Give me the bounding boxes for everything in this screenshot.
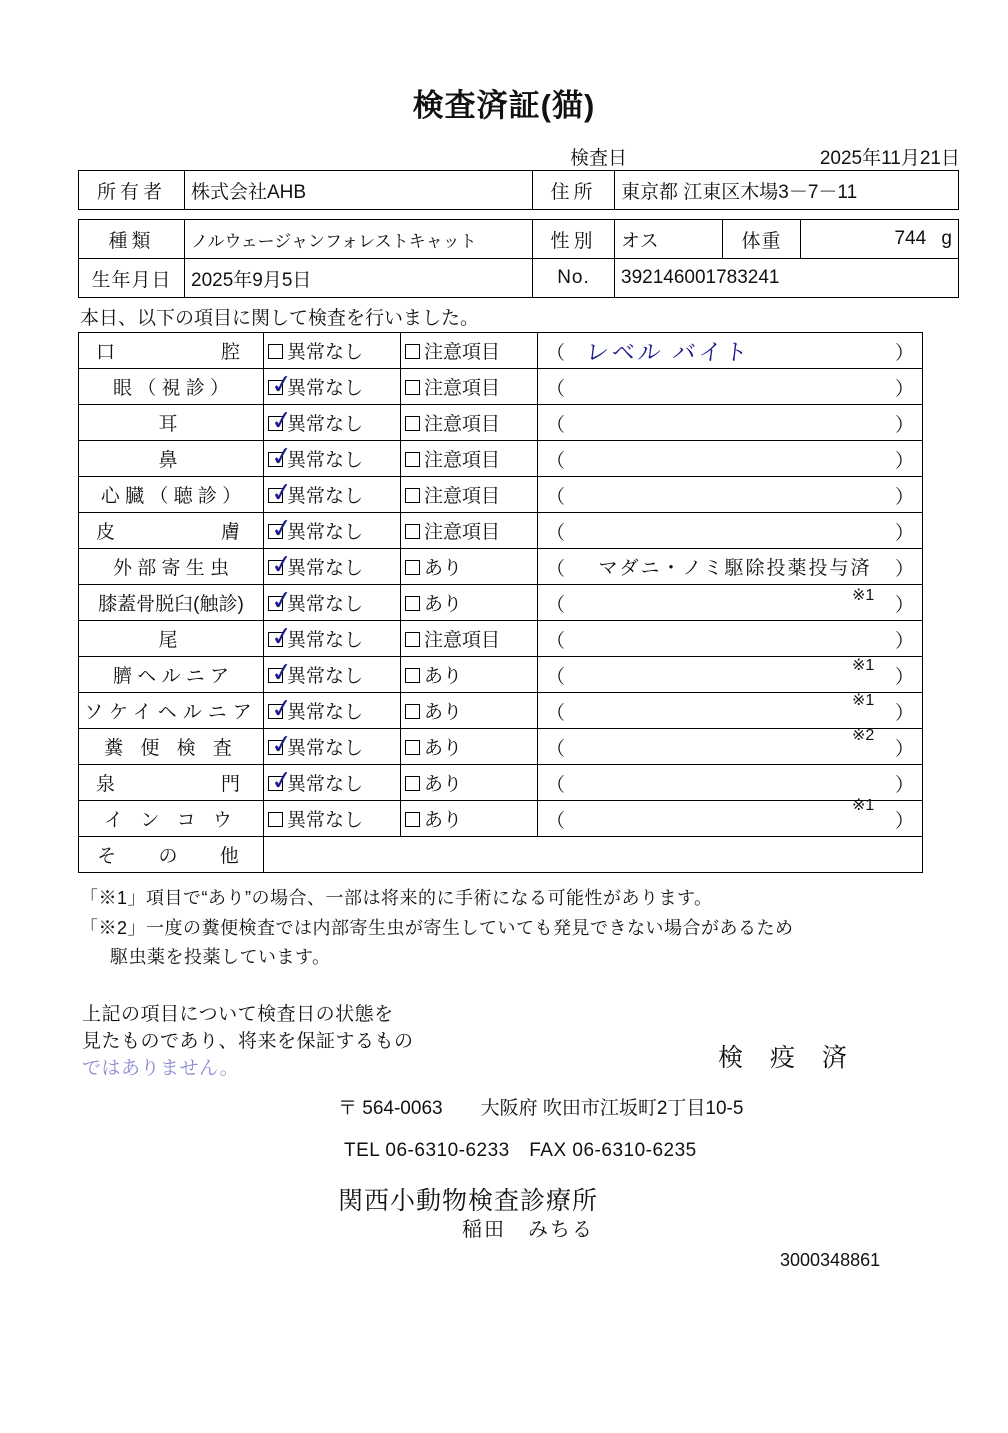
exam-remark-field[interactable] [538, 369, 923, 405]
checkbox-icon[interactable] [268, 344, 283, 359]
exam-normal-label: 異常なし [287, 810, 364, 831]
exam-normal-label: 異常なし [287, 342, 364, 363]
weight-value: 744 [894, 228, 927, 249]
paren-right: ） [894, 487, 914, 508]
exam-table [78, 332, 923, 873]
exam-remark-field[interactable] [538, 333, 923, 369]
owner-value: 株式会社AHB [185, 171, 533, 210]
exam-remark-field[interactable] [538, 477, 923, 513]
exam-alt-checkbox[interactable] [401, 405, 538, 441]
exam-item-label: そ の 他 [79, 837, 264, 873]
exam-alt-label: あり [424, 738, 463, 759]
exam-normal-label: 異常なし [287, 594, 364, 615]
paren-right: ） [894, 667, 914, 688]
statement-line-2: 見たものであり、将来を保証するもの [82, 1031, 414, 1052]
exam-alt-checkbox[interactable] [401, 693, 538, 729]
checkbox-icon[interactable] [405, 560, 420, 575]
exam-row [79, 837, 923, 873]
checkbox-icon[interactable] [405, 524, 420, 539]
footnote-2: 「※2」一度の糞便検査では内部寄生虫が寄生していても発見できない場合があるため [80, 918, 794, 938]
exam-normal-label: 異常なし [287, 486, 364, 507]
exam-normal-checkbox[interactable] [264, 729, 401, 765]
check-mark-icon: ✓ [269, 548, 295, 581]
exam-normal-checkbox[interactable] [264, 333, 401, 369]
check-mark-icon: ✓ [269, 584, 295, 617]
exam-normal-checkbox[interactable] [264, 549, 401, 585]
exam-alt-label: 注意項目 [424, 522, 501, 543]
exam-alt-label: 注意項目 [424, 378, 501, 399]
exam-normal-checkbox[interactable] [264, 801, 401, 837]
exam-item-label: 心 臓 （ 聴 診 ） [79, 477, 264, 513]
exam-alt-checkbox[interactable] [401, 441, 538, 477]
exam-alt-checkbox[interactable] [401, 765, 538, 801]
exam-row [79, 333, 923, 369]
exam-remark-field[interactable] [538, 549, 923, 585]
checkbox-icon[interactable] [405, 812, 420, 827]
exam-normal-checkbox[interactable] [264, 693, 401, 729]
paren-left: （ [546, 703, 566, 724]
intro-note: 本日、以下の項目に関して検査を行いました。 [80, 308, 480, 329]
paren-right: ） [894, 775, 914, 796]
exam-item-label: イ ン コ ウ [79, 801, 264, 837]
exam-normal-label: 異常なし [287, 774, 364, 795]
paren-left: （ [546, 343, 566, 364]
table-row [79, 171, 959, 210]
exam-normal-checkbox[interactable] [264, 621, 401, 657]
exam-alt-checkbox[interactable] [401, 477, 538, 513]
doctor-name: 稲田 みちる [462, 1219, 594, 1241]
clinic-telephone: TEL 06-6310-6233 FAX 06-6310-6235 [344, 1140, 697, 1161]
checkbox-icon[interactable] [268, 584, 295, 617]
exam-remark-field[interactable] [538, 513, 923, 549]
exam-normal-label: 異常なし [287, 558, 364, 579]
exam-alt-checkbox[interactable] [401, 369, 538, 405]
checkbox-icon[interactable] [268, 512, 295, 545]
exam-alt-checkbox[interactable] [401, 657, 538, 693]
exam-row [79, 513, 923, 549]
paren-left: （ [546, 667, 566, 688]
exam-footnote-mark: ※1 [852, 657, 875, 674]
paren-left: （ [546, 631, 566, 652]
check-mark-icon: ✓ [269, 728, 295, 761]
exam-row [79, 765, 923, 801]
checkbox-icon[interactable] [405, 596, 420, 611]
paren-right: ） [894, 595, 914, 616]
exam-date-row [570, 143, 960, 170]
exam-remark-field[interactable] [538, 621, 923, 657]
checkbox-icon[interactable] [405, 632, 420, 647]
exam-row [79, 369, 923, 405]
quarantine-stamp: 検 疫 済 [718, 1044, 857, 1072]
no-label: No. [533, 259, 615, 298]
paren-right: ） [894, 559, 914, 580]
address-value: 東京都 江東区木場3－7－11 [615, 171, 959, 210]
exam-normal-label: 異常なし [287, 702, 364, 723]
exam-normal-checkbox[interactable] [264, 765, 401, 801]
paren-right: ） [894, 379, 914, 400]
checkbox-icon[interactable] [405, 704, 420, 719]
exam-item-label: 尾 [79, 621, 264, 657]
exam-footnote-mark: ※2 [852, 727, 875, 744]
table-row [79, 259, 959, 298]
footnote-3: 駆虫薬を投薬しています。 [110, 947, 331, 967]
exam-normal-checkbox[interactable] [264, 657, 401, 693]
exam-alt-checkbox[interactable] [401, 513, 538, 549]
exam-alt-checkbox[interactable] [401, 621, 538, 657]
exam-remark-text: マダニ・ノミ駆除投薬投与済 [598, 558, 872, 579]
exam-item-label: 膝蓋骨脱臼(触診) [79, 585, 264, 621]
birth-label: 生年月日 [79, 259, 185, 298]
exam-normal-checkbox[interactable] [264, 405, 401, 441]
exam-normal-checkbox[interactable] [264, 513, 401, 549]
checkbox-icon[interactable] [268, 764, 295, 797]
check-mark-icon: ✓ [269, 620, 295, 653]
exam-remark-field[interactable] [538, 405, 923, 441]
breed-label: 種類 [79, 220, 185, 259]
exam-footnote-mark: ※1 [852, 692, 875, 709]
weight-label: 体重 [723, 220, 801, 259]
weight-unit: g [941, 228, 952, 249]
exam-normal-checkbox[interactable] [264, 441, 401, 477]
sex-value: オス [615, 220, 723, 259]
exam-alt-label: 注意項目 [424, 630, 501, 651]
exam-normal-label: 異常なし [287, 378, 364, 399]
paren-right: ） [894, 703, 914, 724]
clinic-name: 関西小動物検査診療所 [338, 1187, 599, 1215]
paren-right: ） [894, 523, 914, 544]
exam-alt-label: 注意項目 [424, 414, 501, 435]
exam-normal-checkbox[interactable] [264, 477, 401, 513]
exam-item-label: 糞 便 検 査 [79, 729, 264, 765]
exam-date-value: 2025年11月21日 [819, 148, 960, 169]
checkbox-icon[interactable] [268, 728, 295, 761]
exam-footnote-mark: ※1 [852, 587, 875, 604]
statement-line-3: ではありません。 [82, 1058, 240, 1079]
paren-left: （ [546, 775, 566, 796]
check-mark-icon: ✓ [269, 692, 295, 725]
checkbox-icon[interactable] [268, 620, 295, 653]
exam-row [79, 585, 923, 621]
checkbox-icon[interactable] [405, 668, 420, 683]
paren-right: ） [894, 343, 914, 364]
paren-right: ） [894, 451, 914, 472]
address-label: 住所 [533, 171, 615, 210]
exam-row [79, 801, 923, 837]
checkbox-icon[interactable] [405, 416, 420, 431]
owner-table [78, 170, 959, 210]
checkbox-icon[interactable] [268, 440, 295, 473]
exam-footnote-mark: ※1 [852, 797, 875, 814]
paren-left: （ [546, 379, 566, 400]
exam-alt-label: あり [424, 774, 463, 795]
exam-row [79, 549, 923, 585]
checkbox-icon[interactable] [268, 692, 295, 725]
exam-row [79, 405, 923, 441]
footnote-1: 「※1」項目で“あり”の場合、一部は将来的に手術になる可能性があります。 [80, 888, 713, 908]
exam-normal-label: 異常なし [287, 414, 364, 435]
exam-alt-label: あり [424, 702, 463, 723]
exam-item-label: 臍 ヘ ル ニ ア [79, 657, 264, 693]
paren-left: （ [546, 451, 566, 472]
exam-item-label: 眼 （ 視 診 ） [79, 369, 264, 405]
paren-left: （ [546, 595, 566, 616]
birth-value: 2025年9月5日 [185, 259, 533, 298]
exam-normal-label: 異常なし [287, 522, 364, 543]
exam-row [79, 477, 923, 513]
check-mark-icon: ✓ [269, 512, 295, 545]
exam-alt-checkbox[interactable] [401, 801, 538, 837]
checkbox-icon[interactable] [405, 344, 420, 359]
exam-normal-label: 異常なし [287, 450, 364, 471]
paren-right: ） [894, 415, 914, 436]
checkbox-icon[interactable] [268, 476, 295, 509]
weight-cell [801, 220, 959, 259]
exam-normal-checkbox[interactable] [264, 585, 401, 621]
paren-right: ） [894, 811, 914, 832]
paren-right: ） [894, 631, 914, 652]
paren-right: ） [894, 739, 914, 760]
exam-alt-checkbox[interactable] [401, 585, 538, 621]
page-title: 検査済証(猫) [412, 88, 596, 123]
serial-number: 3000348861 [780, 1250, 881, 1270]
check-mark-icon: ✓ [269, 476, 295, 509]
exam-alt-label: あり [424, 666, 463, 687]
table-row [79, 220, 959, 259]
exam-normal-label: 異常なし [287, 630, 364, 651]
exam-alt-label: あり [424, 810, 463, 831]
check-mark-icon: ✓ [269, 440, 295, 473]
paren-left: （ [546, 487, 566, 508]
sex-label: 性別 [533, 220, 615, 259]
checkbox-icon[interactable] [405, 740, 420, 755]
owner-label: 所有者 [79, 171, 185, 210]
pet-table [78, 219, 959, 298]
exam-alt-label: 注意項目 [424, 342, 501, 363]
paren-left: （ [546, 415, 566, 436]
checkbox-icon[interactable] [405, 488, 420, 503]
exam-row [79, 729, 923, 765]
exam-remark-field[interactable] [538, 441, 923, 477]
exam-row [79, 621, 923, 657]
statement-line-1: 上記の項目について検査日の状態を [82, 1004, 394, 1025]
check-mark-icon: ✓ [269, 404, 295, 437]
checkbox-icon[interactable] [268, 548, 295, 581]
exam-row [79, 693, 923, 729]
exam-alt-label: あり [424, 594, 463, 615]
exam-alt-checkbox[interactable] [401, 549, 538, 585]
paren-left: （ [546, 811, 566, 832]
exam-item-label: 皮 膚 [79, 513, 264, 549]
exam-date-label: 検査日 [570, 148, 628, 169]
checkbox-icon[interactable] [268, 812, 283, 827]
checkbox-icon[interactable] [268, 368, 295, 401]
checkbox-icon[interactable] [268, 404, 295, 437]
exam-alt-checkbox[interactable] [401, 729, 538, 765]
exam-normal-checkbox[interactable] [264, 369, 401, 405]
paren-left: （ [546, 559, 566, 580]
exam-alt-label: 注意項目 [424, 450, 501, 471]
exam-item-label: 鼻 [79, 441, 264, 477]
exam-other-field[interactable] [264, 837, 923, 873]
exam-normal-label: 異常なし [287, 738, 364, 759]
exam-alt-label: あり [424, 558, 463, 579]
exam-row [79, 441, 923, 477]
clinic-postal-address: 〒 564-0063 大阪府 吹田市江坂町2丁目10-5 [338, 1098, 744, 1119]
exam-remark-text: レベル バイト [584, 340, 752, 365]
check-mark-icon: ✓ [269, 656, 295, 689]
paren-left: （ [546, 523, 566, 544]
checkbox-icon[interactable] [405, 380, 420, 395]
no-value: 392146001783241 [615, 259, 959, 298]
check-mark-icon: ✓ [269, 764, 295, 797]
paren-left: （ [546, 739, 566, 760]
exam-alt-label: 注意項目 [424, 486, 501, 507]
exam-alt-checkbox[interactable] [401, 333, 538, 369]
checkbox-icon[interactable] [268, 656, 295, 689]
exam-item-label: 泉 門 [79, 765, 264, 801]
exam-item-label: ソケイヘルニア [79, 693, 264, 729]
checkbox-icon[interactable] [405, 776, 420, 791]
exam-normal-label: 異常なし [287, 666, 364, 687]
exam-item-label: 口 腔 [79, 333, 264, 369]
exam-row [79, 657, 923, 693]
check-mark-icon: ✓ [269, 368, 295, 401]
exam-item-label: 外 部 寄 生 虫 [79, 549, 264, 585]
exam-item-label: 耳 [79, 405, 264, 441]
checkbox-icon[interactable] [405, 452, 420, 467]
breed-value: ノルウェージャンフォレストキャット [185, 220, 533, 259]
